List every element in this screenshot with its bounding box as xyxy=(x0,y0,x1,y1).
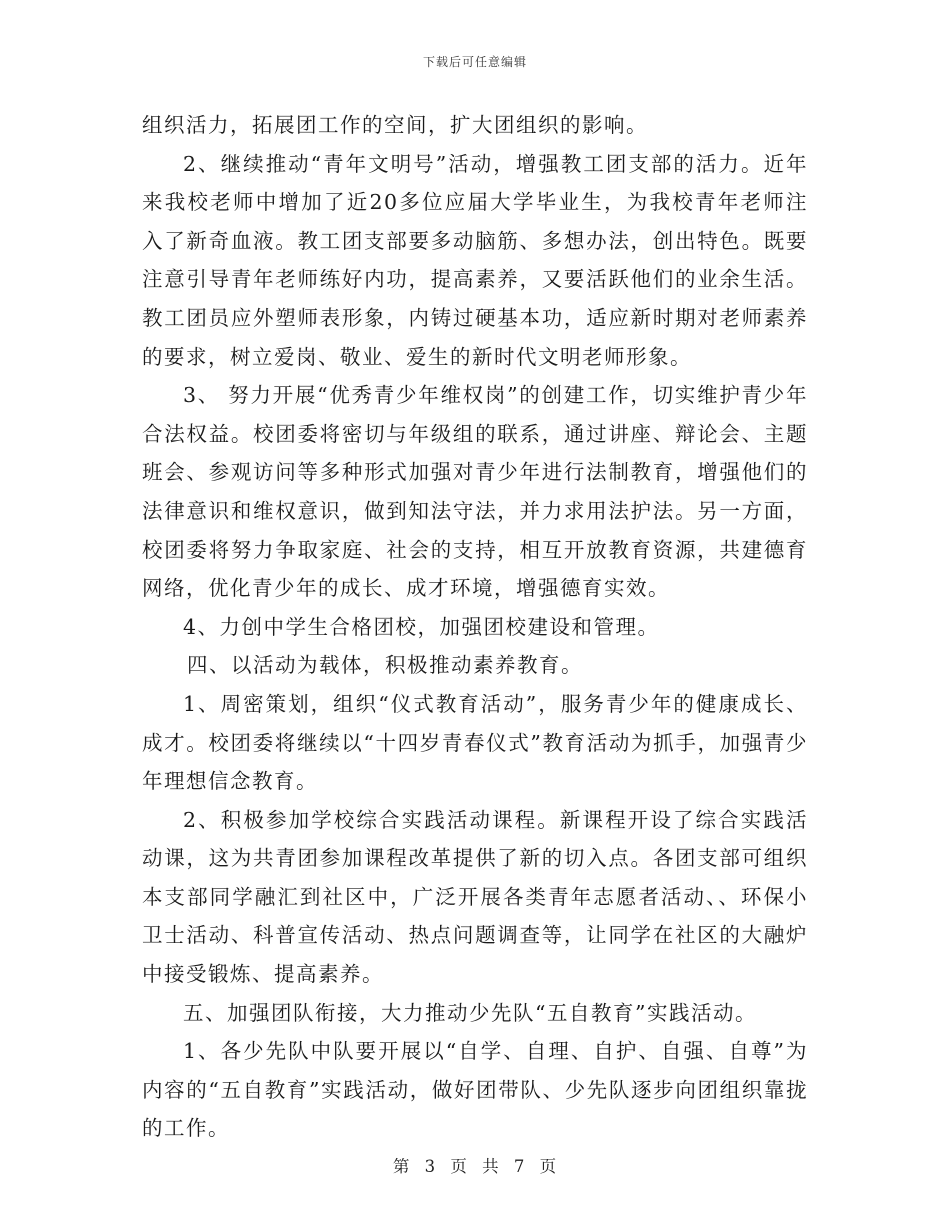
paragraph-continuation: 组织活力，拓展团工作的空间，扩大团组织的影响。 xyxy=(142,113,648,137)
paragraph-item-4-1: 1、周密策划，组织“仪式教育活动”，服务青少年的健康成长、成才。校团委将继续以“十四岁青春仪式”教育活动为抓手，加强青少年理想信念教育。 xyxy=(142,691,808,794)
paragraph-item-2: 2、继续推动“青年文明号”活动，增强教工团支部的活力。近年来我校老师中增加了近20多位应届大学毕业生，为我校青年老师注入了新奇血液。教工团支部要多动脑筋、多想办法，创出特色。既要注意引导青年老师练好内功，提高素养，又要活跃他们的业余生活。教工团员应外塑师表形象，内铸过硬基本功，适应新时期对老师素养的要求，树立爱岗、敬业、爱生的新时代文明老师形象。 xyxy=(142,151,808,369)
document-body xyxy=(142,106,808,1148)
paragraph-item-5-1: 1、各少先队中队要开展以“自学、自理、自护、自强、自尊”为内容的“五自教育”实践活动，做好团带队、少先队逐步向团组织靠拢的工作。 xyxy=(142,1039,808,1141)
paragraph-item-4: 4、力创中学生合格团校，加强团校建设和管理。 xyxy=(183,614,660,639)
paragraph-item-4-2: 2、积极参加学校综合实践活动课程。新课程开设了综合实践活动课，这为共青团参加课程改革提供了新的切入点。各团支部可组织本支部同学融汇到社区中，广泛开展各类青年志愿者活动、、环保小卫士活动、科普宣传活动、热点问题调查等，让同学在社区的大融炉中接受锻炼、提高素养。 xyxy=(142,807,808,987)
paragraph-item-3: 3、 努力开展“优秀青少年维权岗”的创建工作，切实维护青少年合法权益。校团委将密切与年级组的联系，通过讲座、辩论会、主题班会、参观访问等多种形式加强对青少年进行法制教育，增强他们的法律意识和维权意识，做到知法守法，并力求用法护法。另一方面，校团委将努力争取家庭、社会的支持，相互开放教育资源，共建德育网络，优化青少年的成长、成才环境，增强德育实效。 xyxy=(142,383,808,601)
page-header-note: 下载后可任意编辑 xyxy=(422,55,527,69)
section-heading-5: 五、加强团队衔接，大力推动少先队“五自教育”实践活动。 xyxy=(183,1000,757,1025)
page-number-footer: 第 3 页 共 7 页 xyxy=(392,1157,558,1176)
section-heading-4: 四、以活动为载体，积极推动素养教育。 xyxy=(187,653,583,678)
